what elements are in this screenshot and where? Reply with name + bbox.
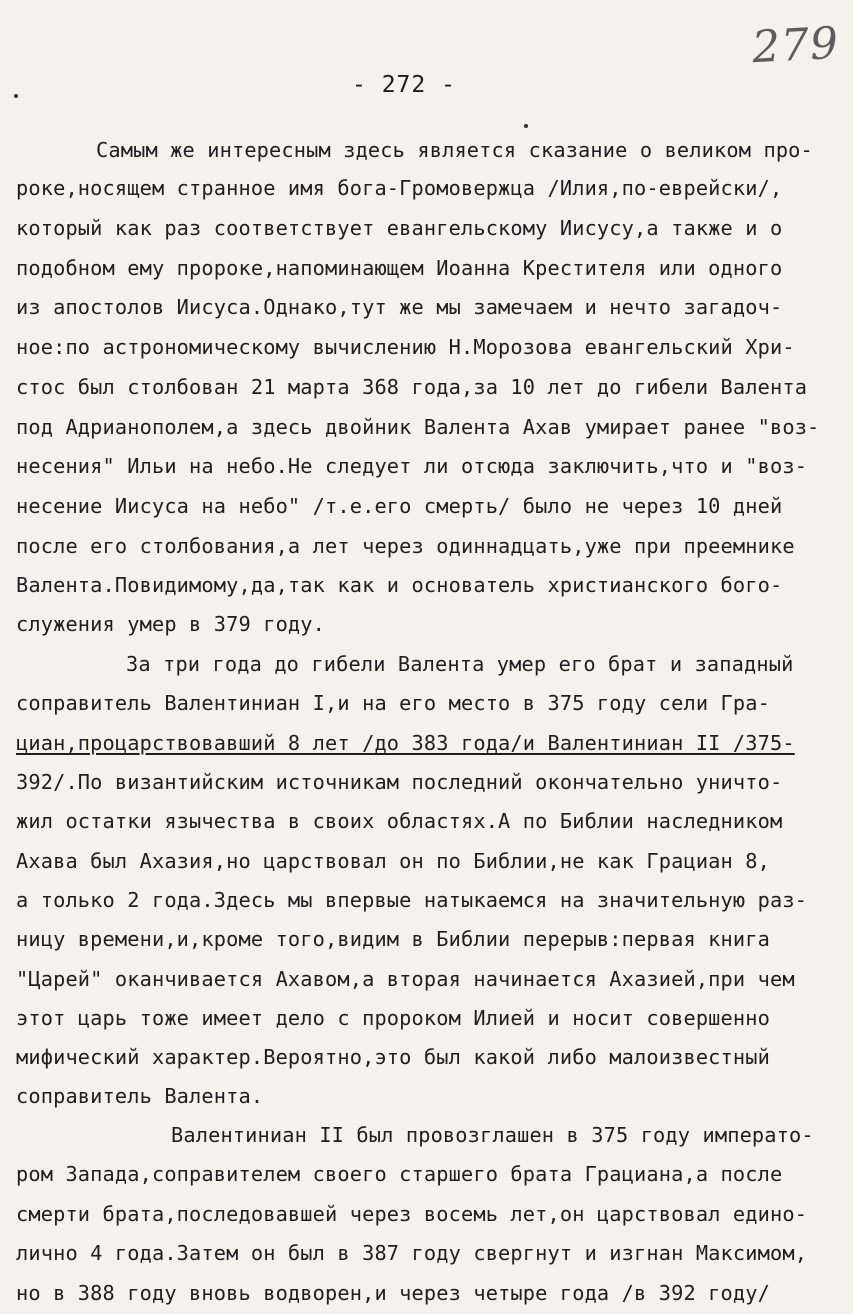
text-line: а только 2 года.Здесь мы впервые натыкаемся на значительную раз- [16, 888, 808, 912]
text-line: 392/.По византийским источникам последний окончательно уничто- [16, 770, 783, 794]
text-line: лично 4 года.Затем он был в 387 году свергнут и изгнан Максимом, [16, 1241, 808, 1265]
text-line: после его столбования,а лет через одиннадцать,уже при преемнике [16, 534, 795, 558]
text-line: несения" Ильи на небо.Не следует ли отсюда заключить,что и "воз- [16, 454, 808, 478]
text-line: соправитель Валента. [16, 1084, 264, 1108]
text-line: Валента.Повидимому,да,так как и основатель христианского бого- [16, 573, 783, 597]
archive-page-stamp: 279 [750, 17, 841, 74]
text-line: мифический характер.Вероятно,это был какой либо малоизвестный [16, 1045, 770, 1069]
text-line: подобном ему пророке,напоминающем Иоанна Крестителя или одного [16, 256, 783, 280]
text-line: смерти брата,последовавшей через восемь лет,он царствовал едино- [16, 1202, 808, 1226]
text-line: но в 388 году вновь водворен,и через четыре года /в 392 году/ [16, 1281, 770, 1305]
text-line: служения умер в 379 году. [16, 612, 326, 636]
text-line: жил остатки язычества в своих областях.А по Библии наследником [16, 809, 783, 833]
page-number: - 272 - [352, 72, 456, 98]
text-line: "Царей" оканчивается Ахавом,а вторая начинается Ахазией,при чем [16, 967, 795, 991]
text-line: из апостолов Иисуса.Однако,тут же мы замечаем и нечто загадоч- [16, 295, 783, 319]
text-line: несение Иисуса на небо" /т.е.его смерть/ было не через 10 дней [16, 494, 783, 518]
text-line: под Адрианополем,а здесь двойник Валента Ахав умирает ранее "воз- [16, 415, 820, 439]
text-line: ницу времени,и,кроме того,видим в Библии перерыв:первая книга [16, 927, 770, 951]
text-line: ное:по астрономическому вычислению Н.Морозова евангельский Хри- [16, 335, 795, 359]
text-line: этот царь тоже имеет дело с пророком Илией и носит совершенно [16, 1006, 770, 1030]
text-line: роке,носящем странное имя бога-Громовержца /Илия,по-еврейски/, [16, 176, 783, 200]
text-line: соправитель Валентиниан I,и на его место в 375 году сели Гра- [16, 691, 770, 715]
text-line: Самым же интересным здесь является сказание о великом про- [96, 138, 813, 162]
text-line: Ахава был Ахазия,но царствовал он по Библии,не как Грациан 8, [16, 849, 770, 873]
text-line: стос был столбован 21 марта 368 года,за 10 лет до гибели Валента [16, 375, 808, 399]
text-line: который как раз соответствует евангельскому Иисусу,а также и о [16, 216, 783, 240]
text-line: За три года до гибели Валента умер его брат и западный [126, 652, 794, 676]
text-line: циан,процарствовавший 8 лет /до 383 года/и Валентиниан II /375- [16, 731, 795, 755]
text-line: Валентиниан II был провозглашен в 375 году императо- [171, 1123, 814, 1147]
text-line: ром Запада,соправителем своего старшего брата Грациана,а после [16, 1162, 783, 1186]
